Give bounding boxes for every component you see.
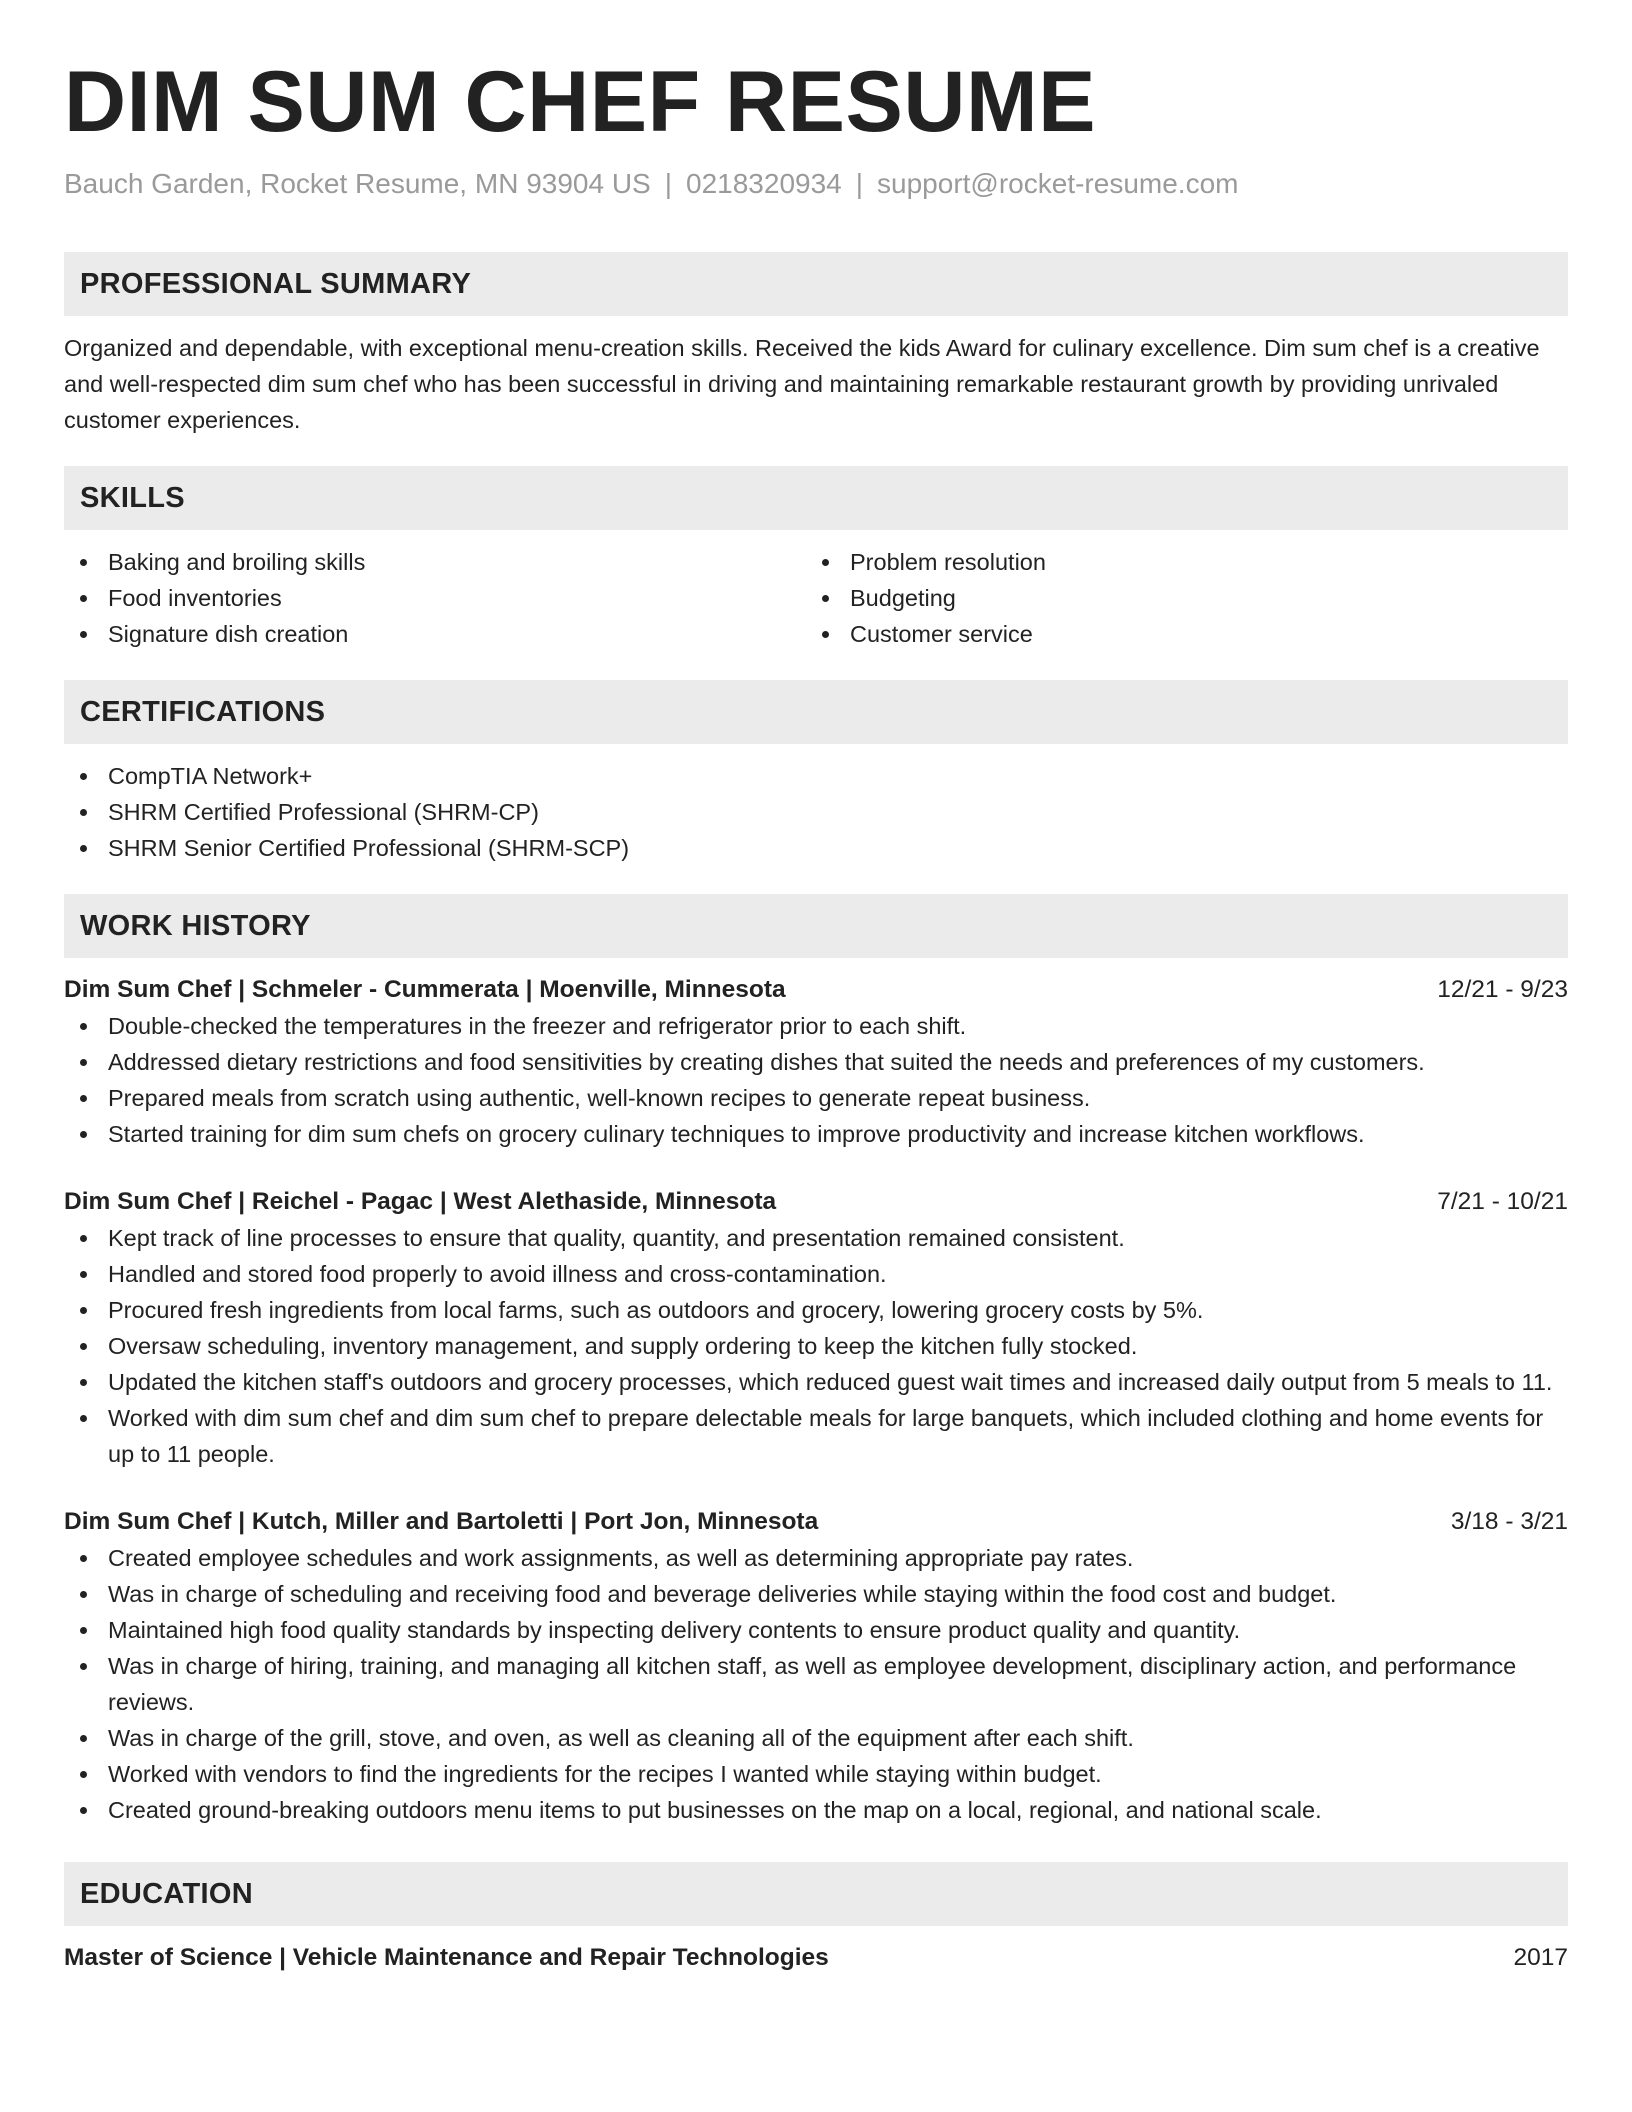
certifications-list [64, 758, 1568, 866]
contact-separator: | [664, 168, 673, 199]
job-entry [64, 1504, 1568, 1828]
job-bullet: Created employee schedules and work assignments, as well as determining appropriate pay rates. [64, 1540, 1568, 1576]
job-bullet: Started training for dim sum chefs on grocery culinary techniques to improve productivity and increase kitchen workflows. [64, 1116, 1568, 1152]
job-title: Dim Sum Chef | Schmeler - Cummerata | Moenville, Minnesota [64, 976, 786, 1003]
contact-address: Bauch Garden, Rocket Resume, MN 93904 US [64, 168, 651, 199]
job-bullet: Double-checked the temperatures in the freezer and refrigerator prior to each shift. [64, 1008, 1568, 1044]
job-bullet: Maintained high food quality standards by inspecting delivery contents to ensure product quality and quantity. [64, 1612, 1568, 1648]
contact-phone: 0218320934 [686, 168, 842, 199]
summary-heading: PROFESSIONAL SUMMARY [64, 252, 1568, 316]
contact-separator: | [855, 168, 864, 199]
skill-item: Baking and broiling skills [64, 544, 806, 580]
job-title: Dim Sum Chef | Reichel - Pagac | West Alethaside, Minnesota [64, 1188, 777, 1215]
skills-column-right [806, 544, 1548, 652]
skill-item: Signature dish creation [64, 616, 806, 652]
job-bullet: Handled and stored food properly to avoid illness and cross-contamination. [64, 1256, 1568, 1292]
education-year: 2017 [1513, 1944, 1568, 1971]
job-header [64, 972, 1568, 1008]
job-bullet: Oversaw scheduling, inventory management, and supply ordering to keep the kitchen fully stocked. [64, 1328, 1568, 1364]
job-dates: 3/18 - 3/21 [1450, 1508, 1568, 1535]
skill-item: Problem resolution [806, 544, 1548, 580]
job-bullets [64, 1540, 1568, 1828]
job-dates: 7/21 - 10/21 [1437, 1188, 1568, 1215]
job-bullet: Updated the kitchen staff's outdoors and grocery processes, which reduced guest wait times and increased daily output from 5 meals to 11. [64, 1364, 1568, 1400]
education-entry [64, 1940, 1568, 1976]
job-bullets [64, 1220, 1568, 1472]
certification-item: CompTIA Network+ [64, 758, 1568, 794]
resume-title: DIM SUM CHEF RESUME [64, 54, 1096, 150]
skills-column-left [64, 544, 806, 652]
skills-list [64, 544, 1568, 652]
resume-page [64, 0, 1568, 1976]
skill-item: Budgeting [806, 580, 1548, 616]
certification-item: SHRM Senior Certified Professional (SHRM-SCP) [64, 830, 1568, 866]
education-degree: Master of Science | Vehicle Maintenance and Repair Technologies [64, 1944, 829, 1971]
job-bullet: Created ground-breaking outdoors menu items to put businesses on the map on a local, regional, and national scale. [64, 1792, 1568, 1828]
job-bullet: Was in charge of hiring, training, and managing all kitchen staff, as well as employee development, disciplinary action, and performance reviews. [64, 1648, 1568, 1720]
job-header [64, 1184, 1568, 1220]
job-entry [64, 972, 1568, 1152]
job-bullets [64, 1008, 1568, 1152]
certifications-heading: CERTIFICATIONS [64, 680, 1568, 744]
job-bullet: Kept track of line processes to ensure that quality, quantity, and presentation remained consistent. [64, 1220, 1568, 1256]
job-bullet: Procured fresh ingredients from local farms, such as outdoors and grocery, lowering grocery costs by 5%. [64, 1292, 1568, 1328]
job-bullet: Prepared meals from scratch using authentic, well-known recipes to generate repeat business. [64, 1080, 1568, 1116]
education-heading: EDUCATION [64, 1862, 1568, 1926]
job-header [64, 1504, 1568, 1540]
job-bullet: Was in charge of scheduling and receiving food and beverage deliveries while staying within the food cost and budget. [64, 1576, 1568, 1612]
work-history-heading: WORK HISTORY [64, 894, 1568, 958]
job-dates: 12/21 - 9/23 [1437, 976, 1568, 1003]
skill-item: Customer service [806, 616, 1548, 652]
job-title: Dim Sum Chef | Kutch, Miller and Bartoletti | Port Jon, Minnesota [64, 1508, 819, 1535]
job-bullet: Worked with dim sum chef and dim sum chef to prepare delectable meals for large banquets, which included clothing and home events for up to 11 people. [64, 1400, 1568, 1472]
job-bullet: Was in charge of the grill, stove, and oven, as well as cleaning all of the equipment after each shift. [64, 1720, 1568, 1756]
job-entry [64, 1184, 1568, 1472]
skills-heading: SKILLS [64, 466, 1568, 530]
certification-item: SHRM Certified Professional (SHRM-CP) [64, 794, 1568, 830]
job-bullet: Worked with vendors to find the ingredients for the recipes I wanted while staying within budget. [64, 1756, 1568, 1792]
contact-line [64, 166, 1568, 202]
summary-text: Organized and dependable, with exceptional menu-creation skills. Received the kids Award for culinary excellence. Dim sum chef is a creative and well-respected dim sum chef who has been successful in driving and maintaining remarkable restaurant growth by providing unrivaled customer experiences. [64, 335, 1540, 433]
contact-email: support@rocket-resume.com [877, 168, 1239, 199]
skill-item: Food inventories [64, 580, 806, 616]
job-bullet: Addressed dietary restrictions and food sensitivities by creating dishes that suited the needs and preferences of my customers. [64, 1044, 1568, 1080]
